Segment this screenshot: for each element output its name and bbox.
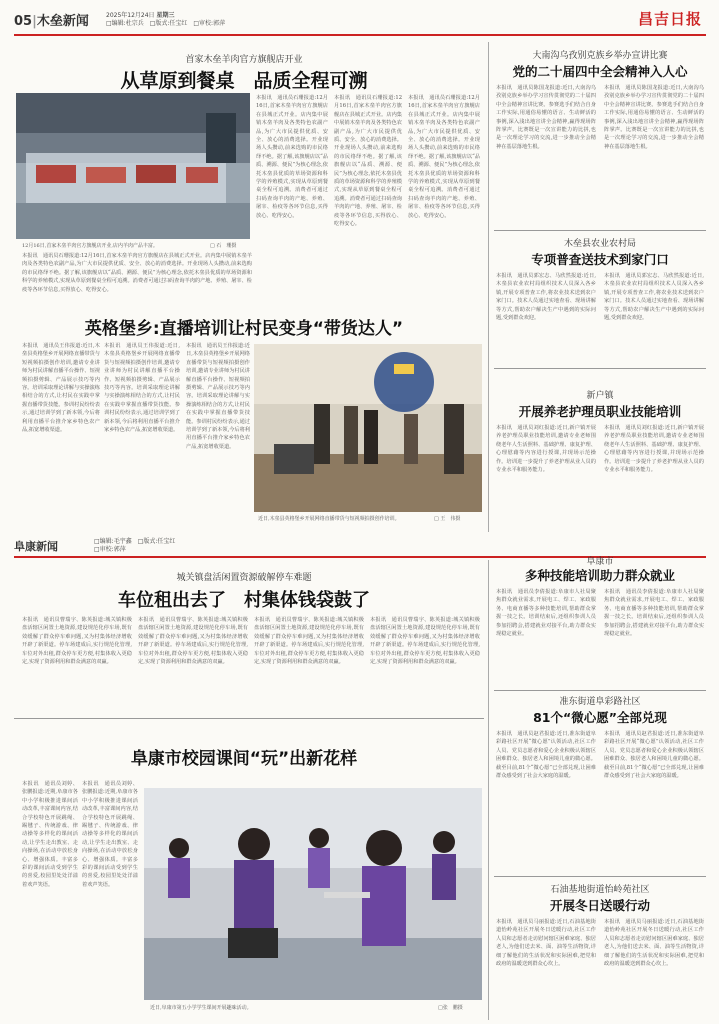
a3-rule — [494, 368, 706, 369]
header-meta — [106, 12, 225, 28]
students-playing-image — [144, 788, 482, 1000]
a4-body-3: 本报讯 通讯员王伟报道:近日,木垒县英格堡乡开展网络直播带货与短视频拍摄创作培训,邀请专业讲师为村民讲解直播平台操作、短视频拍摄剪辑、产品展示技巧等内容。培训采取理论讲解与实操演练相结合的方式,让村民在实践中掌握直播带货技能。参训村民纷纷表示,通过培训学到了新本领,今后将利用直播平台推介家乡特色农产品,拓宽增收渠道。 — [186, 343, 250, 450]
a2-rule — [494, 230, 706, 231]
page-header — [14, 6, 706, 36]
b3-body-2: 本报讯 通讯员赵君报道:近日,准东街道阜彩路社区开展“微心愿”认领活动,社区工作人员、党员志愿者和爱心企业积极认领辖区困难群众、独居老人和困境儿童的微心愿。截至目前,81个“微心愿”已全部兑现,让困难群众感受到了社会大家庭的温暖。 — [604, 731, 704, 780]
training-classroom-image — [254, 344, 482, 512]
b2-body-1: 本报讯 通讯员李倩报道:阜康市人社局聚焦群众就业需求,开展电工、焊工、家政服务、电商直播等多种技能培训,帮助群众掌握一技之长。培训结束后,还组织参训人员参加招聘会,搭建就业对接平台,助力群众实现稳定就业。 — [496, 589, 596, 638]
b1-body-3: 本报讯 通讯员曹瑞宇、陈英报道:城关镇积极盘活辖区闲置土地资源,建设规范化停车场,既有效缓解了群众停车难问题,又为村集体经济增收开辟了新渠道。停车场建成后,实行规范化管理,车位对外出租,群众停车更方便,村集体收入更稳定,实现了资源利用和群众满意的双赢。 — [254, 617, 364, 666]
b5-title: 开展冬日送暖行动 — [549, 898, 650, 913]
b4-photo — [144, 788, 482, 1000]
lower-editors: □编辑:毛宇鑫 □版式:任宝红 — [94, 538, 176, 545]
b1-kicker: 城关镇盘活闲置资源破解停车难题 — [176, 573, 312, 583]
b1-body-2: 本报讯 通讯员曹瑞宇、陈英报道:城关镇积极盘活辖区闲置土地资源,建设规范化停车场,既有效缓解了群众停车难问题,又为村集体经济增收开辟了新渠道。停车场建成后,实行规范化管理,车位对外出租,群众停车更方便,村集体收入更稳定,实现了资源利用和群众满意的双赢。 — [138, 617, 248, 666]
a1-body-4: 本报讯 通讯员石珊报道:12月16日,首家木垒羊肉官方旗舰店在县城正式开业。店内集中展销木垒羊肉及各类特色农副产品,为广大市民提供优质、安全、放心的消费选择。开业现场人头攒动,前来选购的市民络绎不绝。据了解,该旗舰店以“品质、溯源、便民”为核心理念,依托木垒县优质的草场资源和科学的养殖模式,实现从草原到餐桌全程可追溯。消费者可通过扫码查询羊肉的产地、养殖、屠宰、检疫等各环节信息,买得放心、吃得安心。 — [408, 95, 480, 219]
lower-column-divider — [488, 560, 489, 1020]
a1-kicker: 首家木垒羊肉官方旗舰店开业 — [185, 55, 303, 65]
b3-title: 81个“微心愿”全部兑现 — [533, 710, 667, 725]
page-number: 05 — [14, 14, 33, 29]
b3-body-1: 本报讯 通讯员赵君报道:近日,准东街道阜彩路社区开展“微心愿”认领活动,社区工作人员、党员志愿者和爱心企业积极认领辖区困难群众、独居老人和困境儿童的微心愿。截至目前,81个“微心愿”已全部兑现,让困难群众感受到了社会大家庭的温暖。 — [496, 731, 596, 780]
a5-body-2: 本报讯 通讯员刘红报道:近日,新户镇开展养老护理员职业技能培训,邀请专业老师围绕老年人生活照料、基础护理、康复护理、心理慰藉等内容进行授课,并现场示范操作。培训进一步提升了养老护理从业人员的专业水平和服务能力。 — [604, 425, 704, 474]
b5-kicker: 石油基地街道怡岭苑社区 — [550, 885, 650, 895]
a4-title: 英格堡乡:直播培训让村民变身“带货达人” — [84, 319, 404, 339]
b5-body-2: 本报讯 通讯员马丽报道:近日,石油基地街道怡岭苑社区开展冬日送暖行动,社区工作人员和志愿者走访慰问辖区困难家庭、独居老人,为他们送去米、面、油等生活物资,详细了解他们的生活状况和实际困难,把党和政府的温暖送到群众心坎上。 — [604, 919, 704, 968]
b4-caption: 近日,阜康市第五小学学生课间开展趣味活动。 — [150, 1005, 252, 1011]
section-name: 木垒新闻 — [36, 14, 89, 29]
a4-photo — [254, 344, 482, 512]
lower-proof: □审校:郭萍 — [94, 546, 126, 553]
a5-kicker: 新户镇 — [586, 391, 614, 401]
weekday: 星期三 — [156, 12, 175, 19]
a4-caption: 近日,木垒县英格堡乡开展网络直播带货与短视频拍摄创作培训。 — [258, 516, 400, 522]
newspaper-logo: 昌吉日报 — [637, 10, 702, 28]
a1-body-1: 本报讯 通讯员石珊报道:12月16日,首家木垒羊肉官方旗舰店在县城正式开业。店内集中展销木垒羊肉及各类特色农副产品,为广大市民提供优质、安全、放心的消费选择。开业现场人头攒动,前来选购的市民络绎不绝。据了解,该旗舰店以“品质、溯源、便民”为核心理念,依托木垒县优质的草场资源和科学的养殖模式,实现从草原到餐桌全程可追溯。消费者可通过扫码查询羊肉的产地、养殖、屠宰、检疫等各环节信息,买得放心、吃得安心。 — [22, 253, 252, 293]
page-number-section: 05|木垒新闻 — [14, 14, 89, 29]
a3-title: 专项普查送技术到家门口 — [531, 252, 669, 267]
column-divider — [488, 42, 489, 532]
a2-body-1: 本报讯 通讯员陈国龙报道:近日,大南沟乌孜别克族乡举办学习宣传贯彻党的二十届四中全会精神宣讲比赛。参赛选手们结合自身工作实际,用通俗易懂的语言、生动鲜活的事例,深入浅出地宣讲全会精神,赢得现场阵阵掌声。比赛既是一次宣讲能力的比拼,也是一次理论学习的交流,进一步推动全会精神在基层落地生根。 — [496, 85, 596, 150]
a3-body-2: 本报讯 通讯员郭宏志、马欣然报道:近日,木垒县农业农村局组织技术人员深入各乡镇,开展专项普查工作,将农业技术送到农户家门口。技术人员通过实地查看、现场讲解等方式,帮助农户解决生产中遇到的实际问题,受到群众欢迎。 — [604, 273, 704, 322]
a3-body-1: 本报讯 通讯员郭宏志、马欣然报道:近日,木垒县农业农村局组织技术人员深入各乡镇,开展专项普查工作,将农业技术送到农户家门口。技术人员通过实地查看、现场讲解等方式,帮助农户解决生产中遇到的实际问题,受到群众欢迎。 — [496, 273, 596, 322]
b2-title: 多种技能培训助力群众就业 — [524, 568, 675, 583]
b1-rule — [14, 718, 484, 719]
header-rule — [14, 34, 706, 36]
a1-photo-credit: □ 石 珊摄 — [210, 243, 237, 249]
a1-body-2: 本报讯 通讯员石珊报道:12月16日,首家木垒羊肉官方旗舰店在县城正式开业。店内集中展销木垒羊肉及各类特色农副产品,为广大市民提供优质、安全、放心的消费选择。开业现场人头攒动,前来选购的市民络绎不绝。据了解,该旗舰店以“品质、溯源、便民”为核心理念,依托木垒县优质的草场资源和科学的养殖模式,实现从草原到餐桌全程可追溯。消费者可通过扫码查询羊肉的产地、养殖、屠宰、检疫等各环节信息,买得放心、吃得安心。 — [256, 95, 328, 219]
a1-title: 从草原到餐桌 品质全程可溯 — [120, 70, 368, 92]
lower-section-meta — [94, 538, 175, 554]
b3-rule — [494, 876, 706, 877]
a1-photo — [16, 93, 250, 239]
b2-body-2: 本报讯 通讯员李倩报道:阜康市人社局聚焦群众就业需求,开展电工、焊工、家政服务、电商直播等多种技能培训,帮助群众掌握一技之长。培训结束后,还组织参训人员参加招聘会,搭建就业对接平台,助力群众实现稳定就业。 — [604, 589, 704, 638]
b1-body-1: 本报讯 通讯员曹瑞宇、陈英报道:城关镇积极盘活辖区闲置土地资源,建设规范化停车场,既有效缓解了群众停车难问题,又为村集体经济增收开辟了新渠道。停车场建成后,实行规范化管理,车位对外出租,群众停车更方便,村集体收入更稳定,实现了资源利用和群众满意的双赢。 — [22, 617, 132, 666]
a3-kicker: 木垒县农业农村局 — [563, 239, 636, 249]
b1-title: 车位租出去了 村集体钱袋鼓了 — [118, 590, 370, 611]
a2-body-2: 本报讯 通讯员陈国龙报道:近日,大南沟乌孜别克族乡举办学习宣传贯彻党的二十届四中全会精神宣讲比赛。参赛选手们结合自身工作实际,用通俗易懂的语言、生动鲜活的事例,深入浅出地宣讲全会精神,赢得现场阵阵掌声。比赛既是一次宣讲能力的比拼,也是一次理论学习的交流,进一步推动全会精神在基层落地生根。 — [604, 85, 704, 150]
a4-photo-credit: □ 王 伟摄 — [434, 516, 461, 522]
b4-body-1: 本报讯 通讯员刘婷、张鹏报道:近期,阜康市各中小学积极推进课间活动改革,丰富课间内容,结合学校特色开展跳绳、踢毽子、传统游戏、律动操等多样化的课间活动,让学生走出教室、走向操场,在活动中放松身心、增强体质。丰富多彩的课间活动受到学生的喜爱,校园里处处洋溢着欢声笑语。 — [22, 781, 78, 888]
b1-body-4: 本报讯 通讯员曹瑞宇、陈英报道:城关镇积极盘活辖区闲置土地资源,建设规范化停车场,既有效缓解了群众停车难问题,又为村集体经济增收开辟了新渠道。停车场建成后,实行规范化管理,车位对外出租,群众停车更方便,村集体收入更稳定,实现了资源利用和群众满意的双赢。 — [370, 617, 480, 666]
date: 2025年12月24日 — [106, 12, 155, 19]
a5-title: 开展养老护理员职业技能培训 — [518, 404, 682, 419]
b3-kicker: 准东街道阜彩路社区 — [559, 697, 641, 707]
b4-title: 阜康市校园课间“玩”出新花样 — [130, 749, 358, 769]
a2-kicker: 大南沟乌孜别克族乡举办宣讲比赛 — [532, 51, 668, 61]
a1-caption: 12月16日,首家木垒羊肉官方旗舰店开业,店内羊肉产品丰富。 — [22, 243, 158, 249]
a2-title: 党的二十届四中全会精神入人心 — [512, 64, 688, 79]
b4-photo-credit: □张 鹏摄 — [438, 1005, 463, 1011]
a4-body-1: 本报讯 通讯员王伟报道:近日,木垒县英格堡乡开展网络直播带货与短视频拍摄创作培训,邀请专业讲师为村民讲解直播平台操作、短视频拍摄剪辑、产品展示技巧等内容。培训采取理论讲解与实操演练相结合的方式,让村民在实践中掌握直播带货技能。参训村民纷纷表示,通过培训学到了新本领,今后将利用直播平台推介家乡特色农产品,拓宽增收渠道。 — [22, 343, 100, 434]
b5-body-1: 本报讯 通讯员马丽报道:近日,石油基地街道怡岭苑社区开展冬日送暖行动,社区工作人员和志愿者走访慰问辖区困难家庭、独居老人,为他们送去米、面、油等生活物资,详细了解他们的生活状况和实际困难,把党和政府的温暖送到群众心坎上。 — [496, 919, 596, 968]
lower-section-name: 阜康新闻 — [14, 540, 58, 553]
b2-kicker: 阜康市 — [586, 557, 614, 567]
editors: □编辑:杜宗兵 □版式:任宝红 □审校:郭萍 — [106, 20, 226, 27]
b2-rule — [494, 690, 706, 691]
a1-body-3: 本报讯 通讯员石珊报道:12月16日,首家木垒羊肉官方旗舰店在县城正式开业。店内集中展销木垒羊肉及各类特色农副产品,为广大市民提供优质、安全、放心的消费选择。开业现场人头攒动,前来选购的市民络绎不绝。据了解,该旗舰店以“品质、溯源、便民”为核心理念,依托木垒县优质的草场资源和科学的养殖模式,实现从草原到餐桌全程可追溯。消费者可通过扫码查询羊肉的产地、养殖、屠宰、检疫等各环节信息,买得放心、吃得安心。 — [334, 95, 402, 228]
a4-body-2: 本报讯 通讯员王伟报道:近日,木垒县英格堡乡开展网络直播带货与短视频拍摄创作培训,邀请专业讲师为村民讲解直播平台操作、短视频拍摄剪辑、产品展示技巧等内容。培训采取理论讲解与实操演练相结合的方式,让村民在实践中掌握直播带货技能。参训村民纷纷表示,通过培训学到了新本领,今后将利用直播平台推介家乡特色农产品,拓宽增收渠道。 — [104, 343, 180, 434]
b4-body-2: 本报讯 通讯员刘婷、张鹏报道:近期,阜康市各中小学积极推进课间活动改革,丰富课间内容,结合学校特色开展跳绳、踢毽子、传统游戏、律动操等多样化的课间活动,让学生走出教室、走向操场,在活动中放松身心、增强体质。丰富多彩的课间活动受到学生的喜爱,校园里处处洋溢着欢声笑语。 — [82, 781, 138, 888]
shop-interior-image — [16, 93, 250, 239]
a5-body-1: 本报讯 通讯员刘红报道:近日,新户镇开展养老护理员职业技能培训,邀请专业老师围绕老年人生活照料、基础护理、康复护理、心理慰藉等内容进行授课,并现场示范操作。培训进一步提升了养老护理从业人员的专业水平和服务能力。 — [496, 425, 596, 474]
